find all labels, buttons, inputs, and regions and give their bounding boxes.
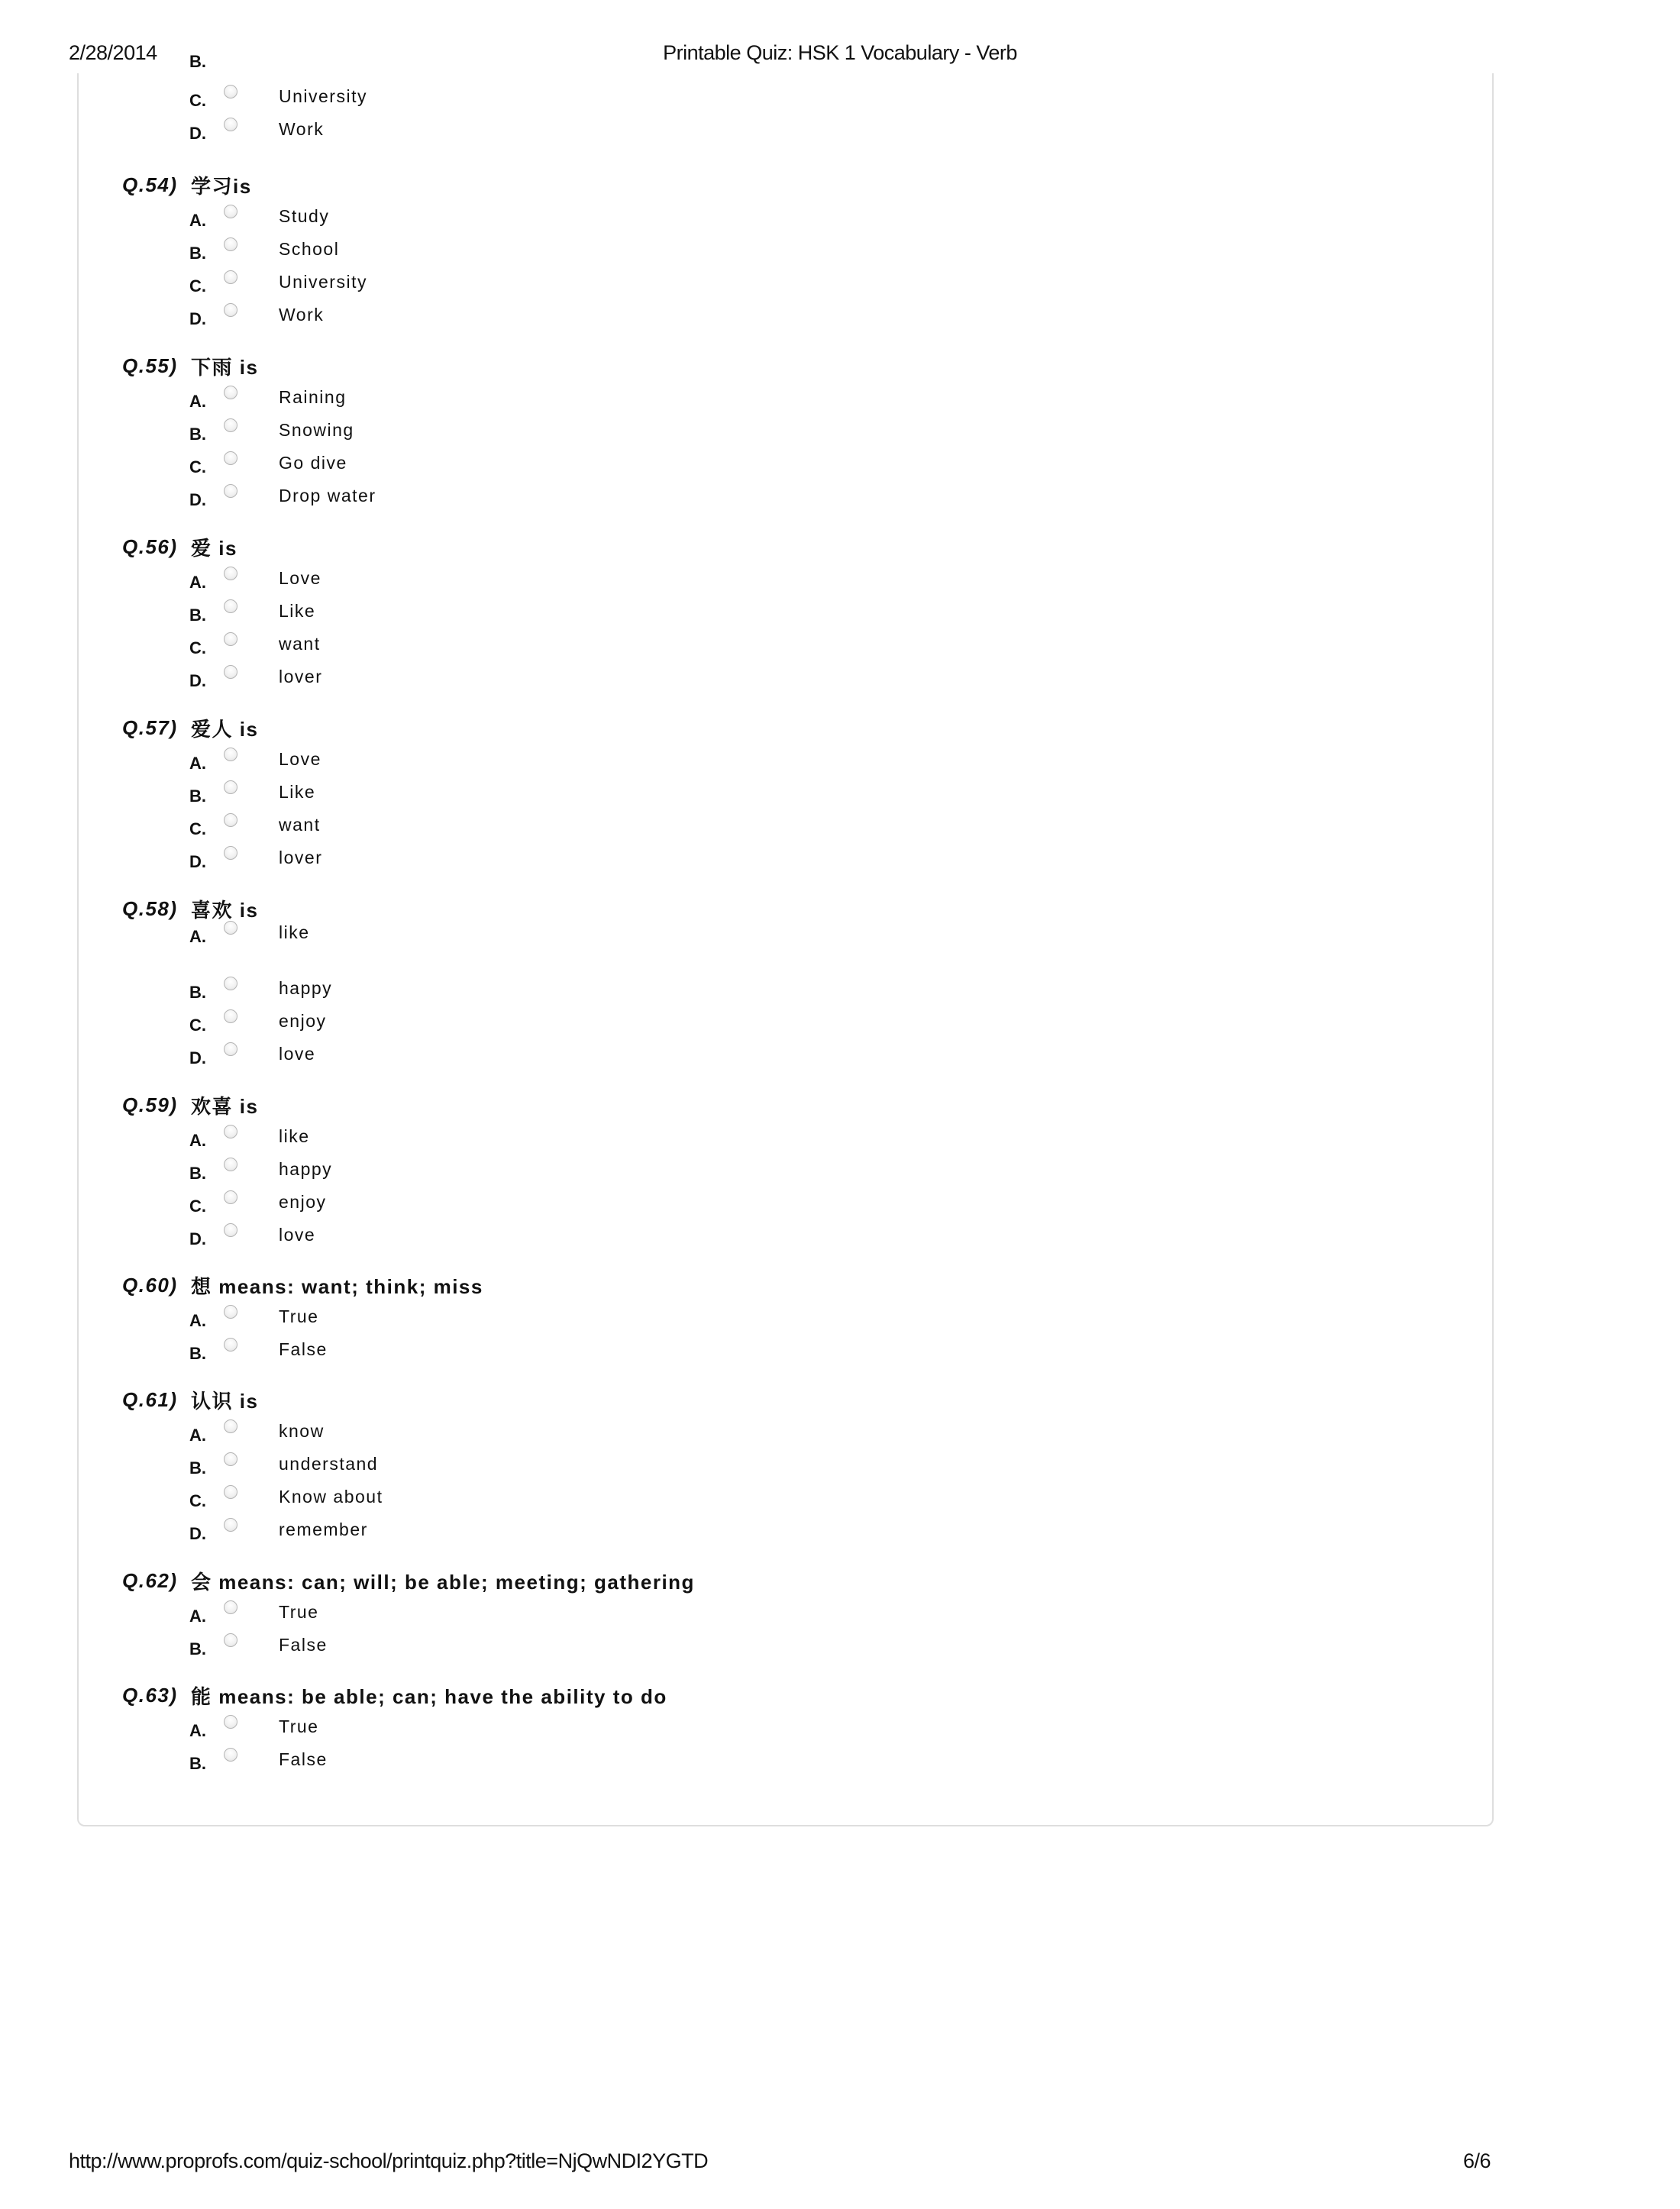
radio-button[interactable]	[224, 1223, 237, 1237]
option-letter: C.	[189, 638, 206, 657]
radio-button[interactable]	[224, 205, 237, 218]
answer-option[interactable]	[189, 1188, 648, 1219]
answer-option[interactable]	[189, 1155, 648, 1186]
option-letter: B.	[189, 1458, 206, 1478]
option-text: True	[279, 1716, 319, 1736]
radio-button[interactable]	[224, 1419, 237, 1433]
answer-option[interactable]	[189, 416, 648, 447]
question-number: Q.56)	[122, 534, 178, 558]
answer-option[interactable]	[189, 202, 648, 233]
option-letter: C.	[189, 1016, 206, 1035]
option-text: Like	[279, 782, 316, 802]
option-letter: D.	[189, 309, 206, 328]
option-letter: A.	[189, 1311, 206, 1330]
header-date: 2/28/2014	[69, 41, 157, 64]
option-text: Like	[279, 601, 316, 621]
question-number: Q.54)	[122, 173, 178, 196]
question-heading	[122, 1384, 258, 1415]
header-title: Printable Quiz: HSK 1 Vocabulary - Verb	[663, 41, 1017, 64]
question-number: Q.60)	[122, 1273, 178, 1297]
radio-button[interactable]	[224, 237, 237, 251]
option-letter: C.	[189, 1491, 206, 1510]
option-text: enjoy	[279, 1011, 327, 1031]
option-letter: A.	[189, 1131, 206, 1150]
option-text: False	[279, 1749, 328, 1769]
option-letter: D.	[189, 1048, 206, 1067]
answer-option[interactable]	[189, 663, 648, 693]
option-text: want	[279, 634, 321, 654]
question-text: 认识 is	[191, 1389, 259, 1413]
radio-button[interactable]	[224, 1338, 237, 1352]
quiz-panel	[77, 73, 1494, 1826]
option-text: enjoy	[279, 1192, 327, 1212]
answer-option[interactable]	[189, 449, 648, 480]
option-text: Snowing	[279, 420, 354, 440]
question-text: 喜欢 is	[191, 898, 259, 922]
option-text: want	[279, 815, 321, 835]
option-text: understand	[279, 1454, 379, 1474]
answer-option[interactable]	[189, 115, 648, 146]
option-text: Go dive	[279, 453, 347, 473]
option-text: like	[279, 1126, 310, 1146]
question-number: Q.63)	[122, 1683, 178, 1707]
answer-option[interactable]	[189, 301, 648, 331]
option-text: happy	[279, 1159, 333, 1179]
option-text: know	[279, 1421, 325, 1441]
question-number: Q.58)	[122, 896, 178, 920]
answer-option[interactable]	[189, 1221, 648, 1251]
radio-button[interactable]	[224, 1305, 237, 1319]
option-letter: C.	[189, 91, 206, 110]
answer-option[interactable]	[189, 1122, 648, 1153]
question-heading	[122, 1090, 258, 1120]
radio-button[interactable]	[224, 1042, 237, 1056]
option-letter: A.	[189, 1426, 206, 1445]
question-text: 学习is	[191, 174, 252, 198]
answer-option[interactable]	[189, 82, 648, 113]
option-letter: B.	[189, 786, 206, 806]
question-heading	[122, 712, 258, 743]
option-text: Study	[279, 206, 330, 226]
answer-option[interactable]	[189, 778, 648, 809]
radio-button[interactable]	[224, 977, 237, 990]
option-text: lover	[279, 848, 323, 867]
option-letter: C.	[189, 457, 206, 476]
answer-option[interactable]	[189, 1713, 648, 1743]
question-text: 欢喜 is	[191, 1094, 259, 1118]
answer-option[interactable]	[189, 1450, 648, 1481]
option-text: School	[279, 239, 340, 259]
question-number: Q.55)	[122, 354, 178, 377]
option-letter: B.	[189, 244, 206, 263]
option-letter: A.	[189, 573, 206, 592]
radio-button[interactable]	[224, 118, 237, 131]
radio-button[interactable]	[224, 1190, 237, 1204]
answer-option[interactable]	[189, 1483, 648, 1513]
radio-button[interactable]	[224, 1485, 237, 1499]
radio-button[interactable]	[224, 1600, 237, 1614]
option-letter: D.	[189, 124, 206, 143]
radio-button[interactable]	[224, 303, 237, 317]
option-letter: D.	[189, 852, 206, 871]
question-number: Q.62)	[122, 1568, 178, 1592]
option-letter: A.	[189, 392, 206, 411]
radio-button[interactable]	[224, 484, 237, 498]
answer-option[interactable]	[189, 482, 648, 512]
option-letter: B.	[189, 425, 206, 444]
radio-button[interactable]	[224, 1009, 237, 1023]
question-heading	[122, 1565, 695, 1596]
option-text: Know about	[279, 1487, 383, 1507]
radio-button[interactable]	[224, 270, 237, 284]
question-text: 下雨 is	[191, 355, 259, 379]
answer-option[interactable]	[189, 974, 648, 1005]
question-text: 会 means: can; will; be able; meeting; gathering	[191, 1570, 695, 1594]
option-text: False	[279, 1339, 328, 1359]
answer-option[interactable]	[189, 811, 648, 841]
question-text: 爱 is	[191, 536, 237, 560]
answer-option[interactable]	[189, 1335, 648, 1366]
radio-button[interactable]	[224, 418, 237, 432]
radio-button[interactable]	[224, 846, 237, 860]
question-text: 想 means: want; think; miss	[191, 1274, 483, 1298]
option-letter: A.	[189, 754, 206, 773]
option-letter: A.	[189, 211, 206, 230]
radio-button[interactable]	[224, 451, 237, 465]
answer-option[interactable]	[189, 383, 648, 414]
radio-button[interactable]	[224, 1633, 237, 1647]
radio-button[interactable]	[224, 665, 237, 679]
option-text: False	[279, 1635, 328, 1655]
option-letter: B.	[189, 1344, 206, 1363]
answer-option[interactable]	[189, 919, 648, 949]
radio-button[interactable]	[224, 599, 237, 613]
answer-option[interactable]	[189, 268, 648, 299]
answer-option[interactable]	[189, 235, 648, 266]
option-text: Love	[279, 568, 321, 588]
radio-button[interactable]	[224, 921, 237, 935]
option-letter: C.	[189, 819, 206, 838]
answer-option[interactable]	[189, 1631, 648, 1662]
option-letter: C.	[189, 1197, 206, 1216]
question-heading	[122, 170, 252, 200]
option-letter: D.	[189, 1229, 206, 1248]
question-number: Q.61)	[122, 1387, 178, 1411]
option-letter: A.	[189, 1607, 206, 1626]
option-letter: B.	[189, 606, 206, 625]
option-letter: D.	[189, 1524, 206, 1543]
option-letter: B.	[189, 1639, 206, 1658]
radio-button[interactable]	[224, 1158, 237, 1171]
radio-button[interactable]	[224, 1518, 237, 1532]
option-text: University	[279, 272, 367, 292]
question-number: Q.59)	[122, 1093, 178, 1116]
question-heading	[122, 531, 237, 562]
option-letter: D.	[189, 671, 206, 690]
radio-button[interactable]	[224, 1125, 237, 1138]
option-letter: C.	[189, 276, 206, 296]
answer-option[interactable]	[189, 745, 648, 776]
clipped-option-letter: B.	[189, 52, 206, 71]
option-text: lover	[279, 667, 323, 686]
answer-option[interactable]	[189, 564, 648, 595]
option-text: Drop water	[279, 486, 376, 505]
answer-option[interactable]	[189, 844, 648, 874]
option-letter: A.	[189, 927, 206, 946]
answer-option[interactable]	[189, 1007, 648, 1038]
option-text: True	[279, 1602, 319, 1622]
option-text: like	[279, 922, 310, 942]
radio-button[interactable]	[224, 1748, 237, 1762]
radio-button[interactable]	[224, 632, 237, 646]
answer-option[interactable]	[189, 1516, 648, 1546]
answer-option[interactable]	[189, 1040, 648, 1071]
answer-option[interactable]	[189, 1746, 648, 1776]
radio-button[interactable]	[224, 748, 237, 761]
answer-option[interactable]	[189, 1303, 648, 1333]
option-text: Love	[279, 749, 321, 769]
option-letter: D.	[189, 490, 206, 509]
answer-option[interactable]	[189, 1417, 648, 1448]
question-number: Q.57)	[122, 715, 178, 739]
answer-option[interactable]	[189, 597, 648, 628]
footer-url: http://www.proprofs.com/quiz-school/printquiz.php?title=NjQwNDI2YGTD	[69, 2149, 709, 2172]
radio-button[interactable]	[224, 813, 237, 827]
radio-button[interactable]	[224, 780, 237, 794]
question-heading	[122, 1680, 667, 1710]
question-text: 爱人 is	[191, 717, 259, 741]
radio-button[interactable]	[224, 1715, 237, 1729]
option-text: happy	[279, 978, 333, 998]
question-heading	[122, 350, 258, 381]
question-heading	[122, 1270, 483, 1300]
answer-option[interactable]	[189, 1598, 648, 1629]
radio-button[interactable]	[224, 567, 237, 580]
answer-option[interactable]	[189, 630, 648, 660]
footer-page-number: 6/6	[1462, 2149, 1491, 2172]
radio-button[interactable]	[224, 386, 237, 399]
radio-button[interactable]	[224, 85, 237, 99]
question-text: 能 means: be able; can; have the ability to do	[191, 1684, 667, 1708]
option-letter: B.	[189, 983, 206, 1002]
option-letter: A.	[189, 1721, 206, 1740]
radio-button[interactable]	[224, 1452, 237, 1466]
option-text: love	[279, 1044, 316, 1064]
option-letter: B.	[189, 1754, 206, 1773]
option-letter: B.	[189, 1164, 206, 1183]
option-text: True	[279, 1306, 319, 1326]
option-text: Work	[279, 119, 325, 139]
option-text: Work	[279, 305, 325, 325]
option-text: love	[279, 1225, 316, 1245]
option-text: Raining	[279, 387, 347, 407]
option-text: remember	[279, 1519, 368, 1539]
option-text: University	[279, 86, 367, 106]
